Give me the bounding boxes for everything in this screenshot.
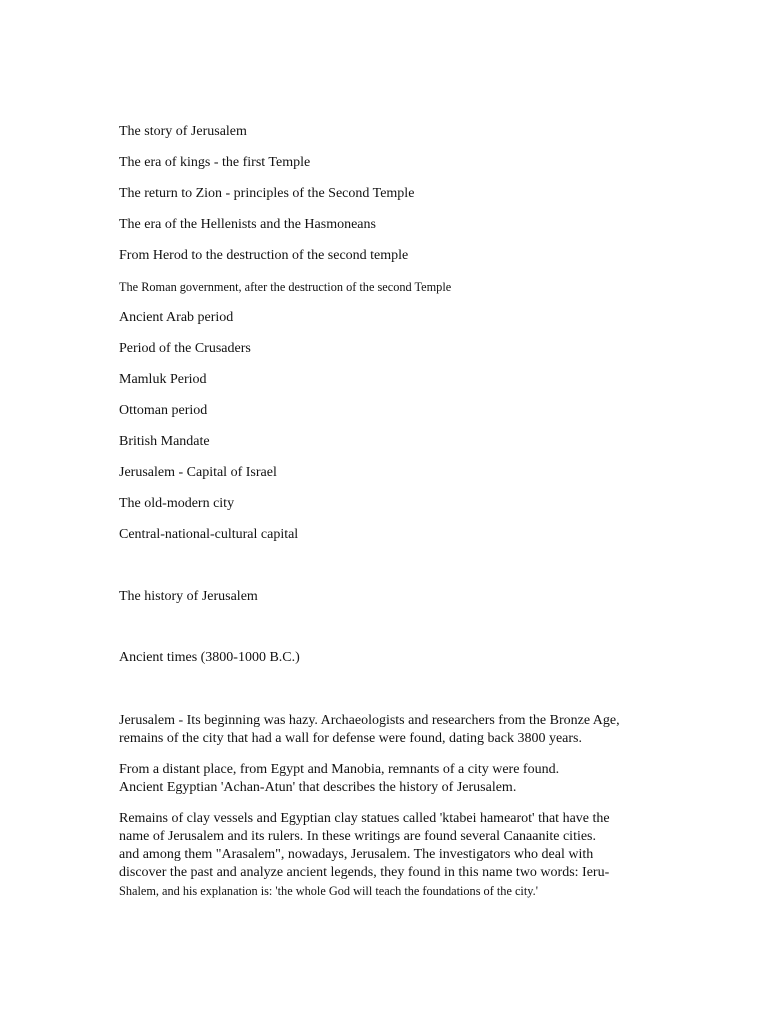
paragraph-1 <box>119 712 719 748</box>
document-page <box>119 123 719 900</box>
toc-item-ottoman: Ottoman period <box>119 403 208 418</box>
toc-item-central-capital: Central-national-cultural capital <box>119 527 299 542</box>
toc-item-ancient-arab: Ancient Arab period <box>119 310 234 325</box>
paragraph-2 <box>119 761 719 797</box>
toc-item-mamluk: Mamluk Period <box>119 372 207 387</box>
paragraph-line: Jerusalem - Its beginning was hazy. Archaeologists and researchers from the Bronze Age, <box>119 713 620 728</box>
paragraph-3 <box>119 810 719 900</box>
paragraph-line: Shalem, and his explanation is: 'the whole God will teach the foundations of the city.' <box>119 884 538 898</box>
toc-item-old-modern-city: The old-modern city <box>119 496 235 511</box>
toc-item-british-mandate: British Mandate <box>119 434 210 449</box>
paragraph-line: and among them "Arasalem", nowadays, Jerusalem. The investigators who deal with <box>119 847 594 862</box>
paragraph-line: Ancient Egyptian 'Achan-Atun' that describes the history of Jerusalem. <box>119 780 517 795</box>
toc-item-story: The story of Jerusalem <box>119 124 247 139</box>
toc-item-herod: From Herod to the destruction of the second temple <box>119 248 409 263</box>
paragraph-line: From a distant place, from Egypt and Manobia, remnants of a city were found. <box>119 762 560 777</box>
table-of-contents <box>119 123 719 544</box>
toc-item-era-of-kings: The era of kings - the first Temple <box>119 155 311 170</box>
toc-item-crusaders: Period of the Crusaders <box>119 341 251 356</box>
toc-item-return-to-zion: The return to Zion - principles of the Second Temple <box>119 186 415 201</box>
toc-item-capital-of-israel: Jerusalem - Capital of Israel <box>119 465 277 480</box>
paragraph-line: name of Jerusalem and its rulers. In these writings are found several Canaanite cities. <box>119 829 597 844</box>
history-heading: The history of Jerusalem <box>119 589 258 604</box>
toc-item-roman-government: The Roman government, after the destruction of the second Temple <box>119 280 452 294</box>
paragraph-line: remains of the city that had a wall for defense were found, dating back 3800 years. <box>119 731 582 746</box>
paragraph-line: Remains of clay vessels and Egyptian clay statues called 'ktabei hamearot' that have the <box>119 811 610 826</box>
toc-item-hellenists: The era of the Hellenists and the Hasmoneans <box>119 217 376 232</box>
section-heading: Ancient times (3800-1000 B.C.) <box>119 650 300 665</box>
paragraph-line: discover the past and analyze ancient legends, they found in this name two words: Ieru- <box>119 865 610 880</box>
